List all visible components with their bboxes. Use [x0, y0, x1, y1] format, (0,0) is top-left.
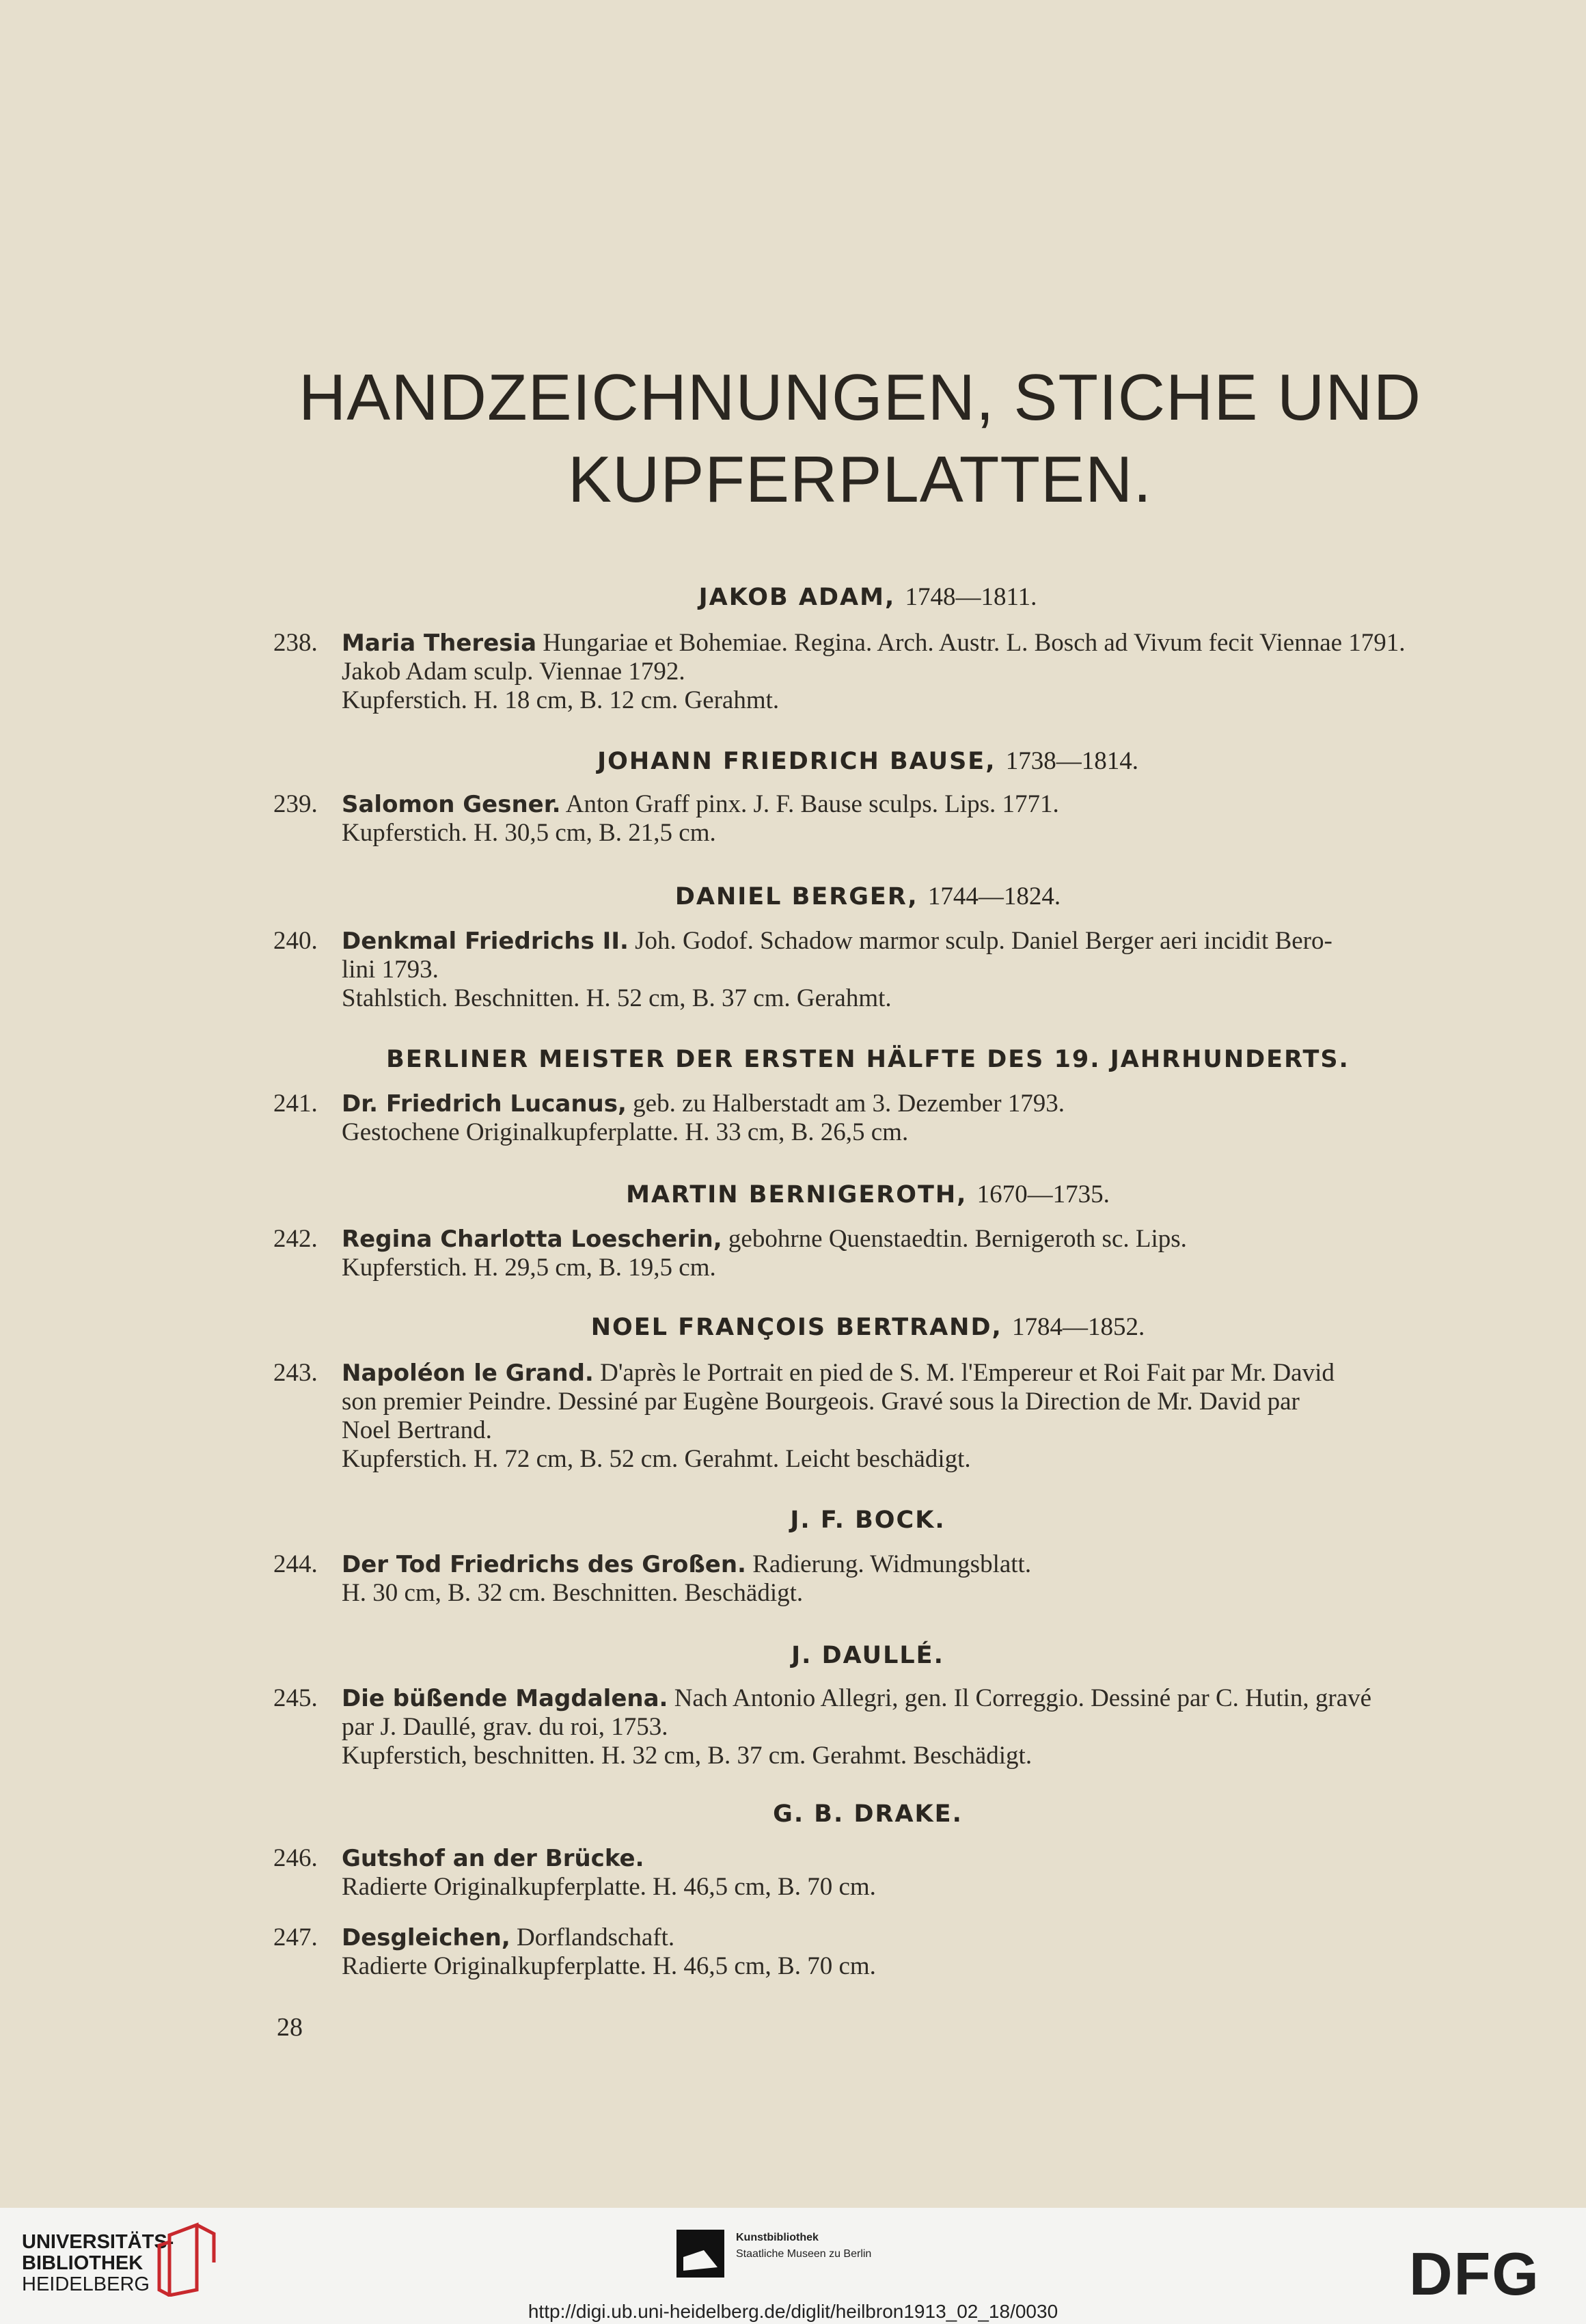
entry-number: 238.: [273, 629, 318, 657]
artist-heading: [273, 746, 1462, 776]
entry-text: Stahlstich. Beschnitten. H. 52 cm, B. 37 cm. Gerahmt.: [342, 984, 892, 1012]
entry-number: 247.: [273, 1923, 318, 1951]
entry-title: Desgleichen,: [342, 1924, 510, 1951]
entry-number: 242.: [273, 1225, 318, 1253]
page-title-line-1: HANDZEICHNUNGEN, STICHE UND: [298, 361, 1422, 434]
entry-number: 246.: [273, 1844, 318, 1872]
artist-heading: [273, 1799, 1462, 1829]
kunstbibliothek-logo-icon: [676, 2230, 724, 2278]
entry-number: 244.: [273, 1550, 318, 1578]
ub-heidelberg-label: [22, 2232, 174, 2295]
entry-text: Radierte Originalkupferplatte. H. 46,5 cm, B. 70 cm.: [342, 1873, 876, 1901]
entry-text: Dorflandschaft.: [510, 1923, 675, 1951]
entry-number: 241.: [273, 1090, 318, 1118]
entry-title: Salomon Gesner.: [342, 791, 561, 818]
entry-title: Napoléon le Grand.: [342, 1360, 594, 1387]
entry-text: Radierte Originalkupferplatte. H. 46,5 cm, B. 70 cm.: [342, 1952, 876, 1980]
page-title-line-2: KUPFERPLATTEN.: [567, 443, 1153, 516]
entry-text: Kupferstich. H. 30,5 cm, B. 21,5 cm.: [342, 819, 716, 847]
kunstbibliothek-label: [736, 2230, 871, 2262]
entry-title: Dr. Friedrich Lucanus,: [342, 1090, 627, 1118]
artist-name: DANIEL BERGER,: [674, 883, 918, 910]
entry-number: 240.: [273, 927, 318, 955]
entry-text: Gestochene Originalkupferplatte. H. 33 cm, B. 26,5 cm.: [342, 1118, 909, 1146]
artist-years: 1784—1852.: [1012, 1313, 1145, 1341]
entry-text: Radierung. Widmungsblatt.: [746, 1550, 1032, 1578]
entry-text: Anton Graff pinx. J. F. Bause sculps. Lips. 1771.: [560, 790, 1059, 818]
artist-years: 1744—1824.: [927, 882, 1061, 910]
entry-text: Joh. Godof. Schadow marmor sculp. Daniel Berger aeri incidit Bero-: [628, 927, 1332, 955]
entry-number: 245.: [273, 1684, 318, 1712]
artist-name: JAKOB ADAM,: [698, 584, 896, 611]
entry-number: 243.: [273, 1359, 318, 1387]
entry-text: H. 30 cm, B. 32 cm. Beschnitten. Beschädigt.: [342, 1579, 804, 1607]
artist-name: G. B. DRAKE.: [773, 1800, 963, 1828]
entry-title: Gutshof an der Brücke.: [342, 1845, 644, 1872]
entry-text: D'après le Portrait en pied de S. M. l'Empereur et Roi Fait par Mr. David: [593, 1359, 1335, 1387]
entry-title: Regina Charlotta Loescherin,: [342, 1226, 722, 1253]
artist-name: BERLINER MEISTER DER ERSTEN HÄLFTE DES 19. JAHRHUNDERTS.: [386, 1046, 1350, 1073]
artist-heading: [273, 582, 1462, 612]
entry-title: Maria Theresia: [342, 630, 537, 657]
entry-text: Jakob Adam sculp. Viennae 1792.: [342, 658, 685, 686]
kb-line-2: Staatliche Museen zu Berlin: [736, 2248, 872, 2260]
entry-text: Kupferstich, beschnitten. H. 32 cm, B. 37 cm. Gerahmt. Beschädigt.: [342, 1742, 1033, 1770]
entry-text: par J. Daullé, grav. du roi, 1753.: [342, 1713, 668, 1741]
entry-text: lini 1793.: [342, 956, 439, 984]
ub-heidelberg-logo-icon: [156, 2221, 217, 2297]
dfg-logo: DFG: [1409, 2240, 1540, 2308]
artist-heading: [273, 1640, 1462, 1671]
entry-number: 239.: [273, 790, 318, 818]
entry-title: Der Tod Friedrichs des Großen.: [342, 1551, 746, 1578]
entry-text: gebohrne Quenstaedtin. Bernigeroth sc. Lips.: [722, 1225, 1187, 1253]
entry-text: Kupferstich. H. 72 cm, B. 52 cm. Gerahmt. Leicht beschädigt.: [342, 1445, 971, 1473]
source-url[interactable]: http://digi.ub.uni-heidelberg.de/diglit/heilbron1913_02_18/0030: [528, 2301, 1058, 2322]
entry-text: Kupferstich. H. 18 cm, B. 12 cm. Gerahmt.: [342, 686, 780, 714]
artist-name: J. F. BOCK.: [790, 1506, 946, 1534]
entry-text: son premier Peindre. Dessiné par Eugène Bourgeois. Gravé sous la Direction de Mr. David par: [342, 1388, 1300, 1416]
ub-line-2: BIBLIOTHEK: [22, 2252, 143, 2274]
artist-years: 1738—1814.: [1005, 747, 1138, 775]
entry-text: Nach Antonio Allegri, gen. Il Correggio. Dessiné par C. Hutin, gravé: [668, 1684, 1372, 1712]
artist-name: MARTIN BERNIGEROTH,: [626, 1181, 968, 1208]
entry-text: geb. zu Halberstadt am 3. Dezember 1793.: [626, 1090, 1065, 1118]
ub-line-3: HEIDELBERG: [22, 2273, 150, 2295]
artist-name: J. DAULLÉ.: [791, 1642, 944, 1669]
artist-heading: [273, 1180, 1462, 1210]
entry-text: Kupferstich. H. 29,5 cm, B. 19,5 cm.: [342, 1254, 716, 1282]
artist-years: 1670—1735.: [976, 1180, 1110, 1208]
entry-text: Noel Bertrand.: [342, 1416, 492, 1444]
artist-years: 1748—1811.: [905, 583, 1037, 611]
entry-text: Hungariae et Bohemiae. Regina. Arch. Austr. L. Bosch ad Vivum fecit Viennae 1791.: [536, 629, 1406, 657]
page-number: 28: [277, 2013, 303, 2042]
artist-heading: [273, 1044, 1462, 1075]
artist-name: JOHANN FRIEDRICH BAUSE,: [597, 748, 996, 775]
entry-title: Die büßende Magdalena.: [342, 1685, 668, 1712]
artist-heading: [273, 1505, 1462, 1535]
kb-line-1: Kunstbibliothek: [736, 2232, 819, 2243]
artist-heading: [273, 882, 1462, 912]
artist-heading: [273, 1312, 1462, 1342]
ub-line-1: UNIVERSITÄTS-: [22, 2231, 174, 2253]
entry-title: Denkmal Friedrichs II.: [342, 928, 629, 955]
artist-name: NOEL FRANÇOIS BERTRAND,: [590, 1314, 1002, 1341]
